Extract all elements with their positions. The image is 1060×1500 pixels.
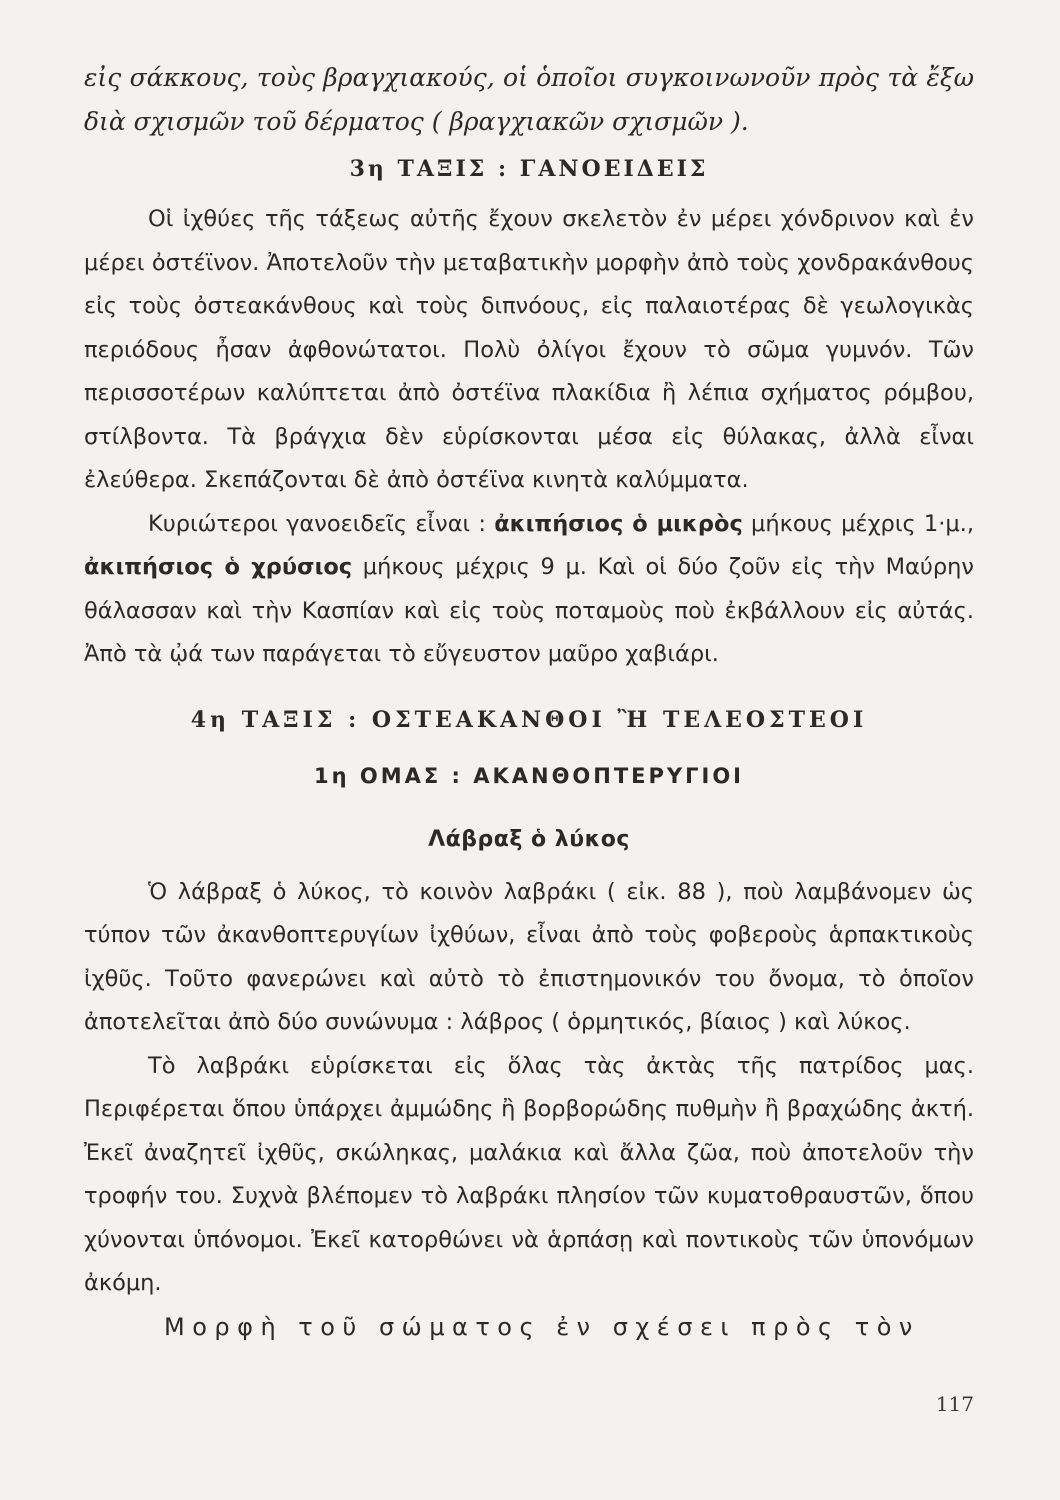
p2-text-1: Κυριώτεροι γανοειδεῖς εἶναι : [148, 510, 495, 537]
page-number: 117 [935, 1392, 974, 1416]
class3-paragraph-1: Οἱ ἰχθύες τῆς τάξεως αὐτῆς ἔχουν σκελετὸν ἐν μέρει χόνδρινον καὶ ἐν μέρει ὀστέϊνον. Ἀποτελοῦν τὴν μεταβατικὴν μορφὴν ἀπὸ τοὺς χονδρακάνθους εἰς τοὺς ὀστεακάνθους καὶ τοὺς διπνόους, εἰς παλαιοτέρας δὲ γεωλογικὰς περιόδους ἦσαν ἀφθονώτατοι. Πολὺ ὀλίγοι ἔχουν τὸ σῶμα γυμνόν. Τῶν περισσοτέρων καλύπτεται ἀπὸ ὀστέϊνα πλακίδια ἢ λέπια σχήματος ρόμβου, στίλβοντα. Τὰ βράγχια δὲν εὑρίσκονται μέσα εἰς θύλακας, ἀλλὰ εἶναι ἐλεύθερα. Σκεπάζονται δὲ ἀπὸ ὀστέϊνα κινητὰ καλύμματα. [84, 206, 974, 493]
species-heading: Λάβραξ ὁ λύκος [428, 826, 630, 852]
species-acipenser-small: ἀκιπήσιος ὁ μικρὸς [494, 510, 743, 537]
p2-text-2: μήκους μέχρις 1·μ., [742, 510, 974, 537]
labrax-paragraph-3: Μορφὴ τοῦ σώματος ἐν σχέσει πρὸς τὸν [164, 1312, 920, 1341]
species-acipenser-golden: ἀκιπήσιος ὁ χρύσιος [84, 554, 353, 580]
labrax-paragraph-1: Ὁ λάβραξ ὁ λύκος, τὸ κοινὸν λαβράκι ( εἰκ. 88 ), ποὺ λαμβάνομεν ὡς τύπον τῶν ἀκανθοπτερυγίων ἰχθύων, εἶναι ἀπὸ τοὺς φοβεροὺς ἁρπακτικοὺς ἰχθῦς. Τοῦτο φανερώνει καὶ αὐτὸ τὸ ἐπιστημονικόν του ὄνομα, τὸ ὁποῖον ἀποτελεῖται ἀπὸ δύο συνώνυμα : λάβρος ( ὁρμητικός, βίαιος ) καὶ λύκος. [84, 878, 974, 1035]
p2-text-3: μήκους μέχρις 9 μ. Καὶ οἱ δύο ζοῦν εἰς τὴν Μαύρην θάλασσαν καὶ τὴν Κασπίαν καὶ εἰς τοὺς ποταμοὺς ποὺ ἐκβάλλουν εἰς αὐτάς. Ἀπὸ τὰ ᾠά των παράγεται τὸ εὔγευστον μαῦρο χαβιάρι. [84, 554, 975, 667]
class3-heading: 3η ΤΑΞΙΣ : ΓΑΝΟΕΙΔΕΙΣ [349, 156, 709, 182]
group1-heading: 1η ΟΜΑΣ : ΑΚΑΝΘΟΠΤΕΡΥΓΙΟΙ [313, 763, 744, 788]
labrax-paragraph-2: Τὸ λαβράκι εὑρίσκεται εἰς ὅλας τὰς ἀκτὰς τῆς πατρίδος μας. Περιφέρεται ὅπου ὑπάρχει ἀμμώδης ἢ βορβορώδης πυθμὴν ἢ βραχώδης ἀκτή. Ἐκεῖ ἀναζητεῖ ἰχθῦς, σκώληκας, μαλάκια καὶ ἄλλα ζῶα, ποὺ ἀποτελοῦν τὴν τροφήν του. Συχνὰ βλέπομεν τὸ λαβράκι πλησίον τῶν κυματοθραυστῶν, ὅπου χύνονται ὑπόνομοι. Ἐκεῖ κατορθώνει νὰ ἁρπάσῃ καὶ ποντικοὺς τῶν ὑπονόμων ἀκόμη. [84, 1052, 974, 1296]
intro-paragraph: εἰς σάκκους, τοὺς βραγχιακούς, οἱ ὁποῖοι συγκοινωνοῦν πρὸς τὰ ἔξω διὰ σχισμῶν τοῦ δέρματος ( βραγχιακῶν σχισμῶν ). [84, 63, 974, 136]
class3-paragraph-2 [84, 503, 974, 677]
class4-heading: 4η ΤΑΞΙΣ : ΟΣΤΕΑΚΑΝΘΟΙ Ἢ ΤΕΛΕΟΣΤΕΟΙ [190, 706, 868, 733]
page-text-block [84, 56, 974, 1349]
